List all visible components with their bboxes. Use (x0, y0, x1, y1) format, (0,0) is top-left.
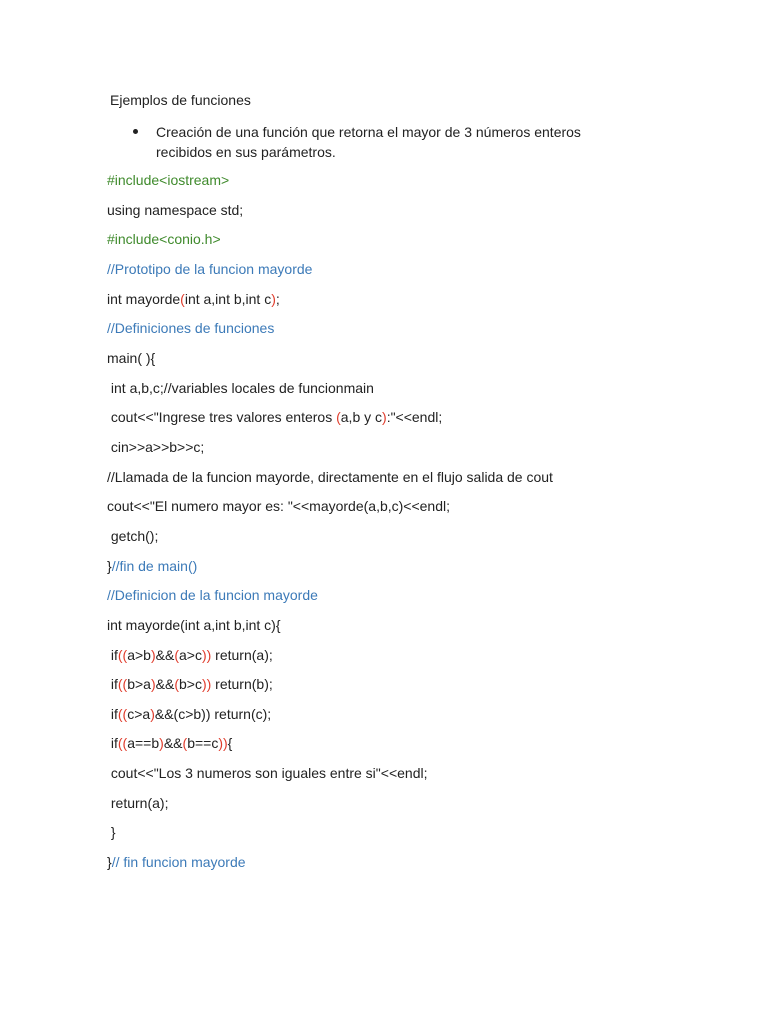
code-line (107, 823, 707, 853)
code-token: a>c (179, 646, 202, 663)
code-line (107, 853, 707, 883)
code-line (107, 290, 707, 320)
code-token: ) (271, 290, 276, 307)
code-line (107, 734, 707, 764)
code-token: && (155, 676, 175, 693)
code-token: c>a (127, 705, 151, 722)
code-line (107, 527, 707, 557)
code-token: main( ){ (107, 349, 156, 366)
code-line (107, 646, 707, 676)
code-token: } (107, 824, 116, 841)
code-token: (( (117, 676, 128, 693)
code-token: (( (117, 705, 128, 722)
code-token: b>a (127, 676, 151, 693)
code-token: } (107, 557, 112, 574)
code-line (107, 586, 707, 616)
code-token: { (227, 735, 233, 752)
code-token: #include<conio.h> (107, 231, 221, 248)
code-token: return(a); (107, 794, 169, 811)
code-token: //Definiciones de funciones (107, 320, 275, 337)
code-token: ) (159, 735, 164, 752)
code-token: ; (275, 290, 280, 307)
document-title: Ejemplos de funciones (110, 92, 251, 108)
code-token: } (107, 854, 112, 871)
code-token: if (107, 646, 118, 663)
code-token: if (107, 705, 118, 722)
code-line (107, 675, 707, 705)
code-token: return(a); (211, 646, 273, 663)
code-line (107, 794, 707, 824)
code-token: ) (150, 705, 155, 722)
code-line (107, 349, 707, 379)
code-token: ( (174, 646, 179, 663)
code-token: ( (174, 676, 179, 693)
code-token: )) (201, 646, 212, 663)
code-token: && (155, 646, 175, 663)
code-token: //Prototipo de la funcion mayorde (107, 260, 313, 277)
code-token: ( (182, 735, 188, 752)
code-token: //Definicion de la funcion mayorde (107, 587, 318, 604)
code-token: cin>>a>>b>>c; (107, 438, 205, 455)
code-token: if (107, 735, 118, 752)
code-line (107, 319, 707, 349)
code-token: )) (218, 735, 228, 752)
code-line (107, 468, 707, 498)
code-line (107, 408, 707, 438)
code-token: ) (382, 409, 387, 426)
code-line (107, 171, 707, 201)
code-token: int a,b,c;//variables locales de funcionmain (107, 379, 374, 396)
code-token: //Llamada de la funcion mayorde, directamente en el flujo salida de cout (107, 468, 553, 485)
bullet-item (133, 122, 633, 162)
code-token: (( (117, 646, 128, 663)
code-token: int mayorde (107, 290, 181, 307)
code-token: getch(); (107, 527, 159, 544)
code-token: if (107, 676, 118, 693)
code-token: ) (150, 676, 156, 693)
code-token: #include<iostream> (107, 172, 230, 188)
code-token: int mayorde(int a,int b,int c){ (107, 616, 281, 633)
code-line (107, 379, 707, 409)
code-token: a==b (127, 735, 160, 752)
code-token: )) (201, 676, 212, 693)
code-line (107, 260, 707, 290)
code-line (107, 557, 707, 587)
code-line (107, 705, 707, 735)
code-block (107, 171, 707, 883)
code-line (107, 764, 707, 794)
code-line (107, 201, 707, 231)
code-token: // fin funcion mayorde (111, 854, 246, 871)
code-token: b==c (187, 735, 219, 752)
code-line (107, 497, 707, 527)
code-token: :"<<endl; (386, 409, 443, 426)
code-line (107, 616, 707, 646)
bullet-text: Creación de una función que retorna el mayor de 3 números enteros recibidos en sus parámetros. (156, 124, 581, 160)
bullet-dot-icon (133, 129, 138, 134)
code-token: a>b (127, 646, 151, 663)
code-token: ( (336, 409, 341, 426)
code-token: cout<<"Los 3 numeros son iguales entre si"<<endl; (107, 765, 428, 782)
code-token: cout<<"El numero mayor es: "<<mayorde(a,b,c)<<endl; (107, 498, 451, 515)
code-token: ) (150, 646, 156, 663)
code-token: return(b); (211, 676, 273, 693)
code-token: && (163, 735, 183, 752)
code-token: using namespace std; (107, 201, 244, 218)
code-line (107, 438, 707, 468)
code-token: //fin de main() (111, 557, 198, 574)
bullet-list (133, 122, 633, 162)
code-token: &&(c>b)) return(c); (154, 705, 272, 722)
code-token: int a,int b,int c (184, 290, 272, 307)
code-token: b>c (179, 676, 202, 693)
code-token: ( (180, 290, 185, 307)
code-token: (( (117, 735, 128, 752)
code-token: cout<<"Ingrese tres valores enteros (107, 409, 337, 426)
code-token: a,b y c (340, 409, 383, 426)
code-line (107, 230, 707, 260)
